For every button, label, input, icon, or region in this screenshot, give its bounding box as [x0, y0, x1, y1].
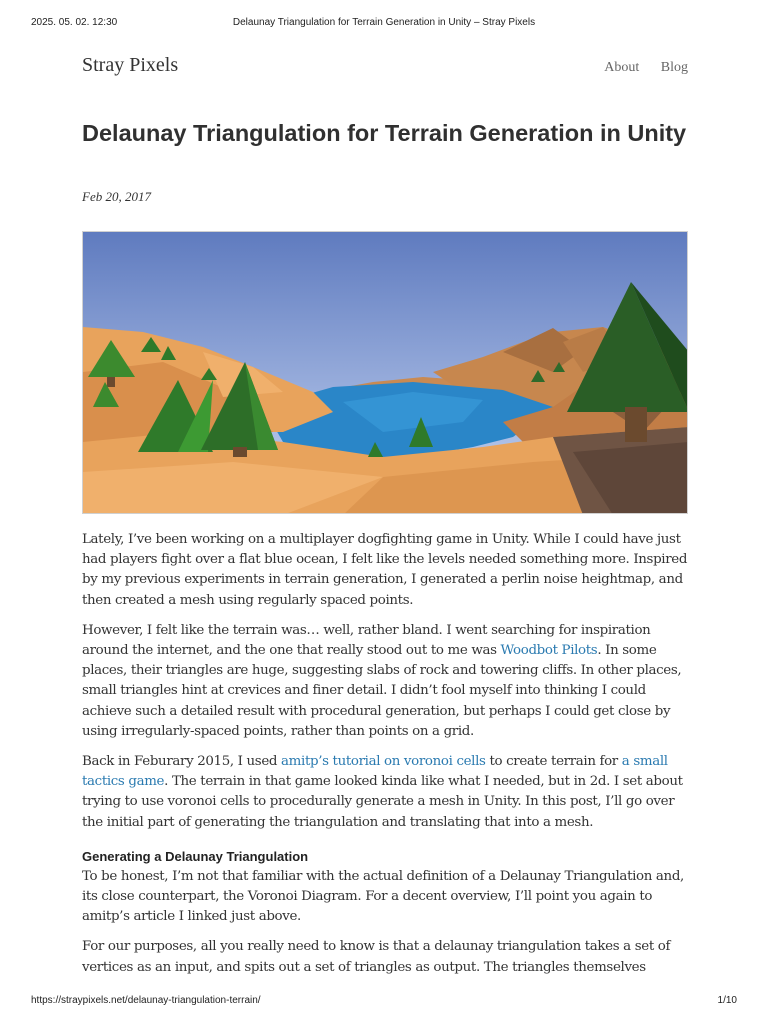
print-page-title: Delaunay Triangulation for Terrain Generation in Unity – Stray Pixels	[232, 17, 536, 28]
paragraph-5	[82, 937, 688, 977]
tactics-game-link[interactable]: a small tactics game	[82, 754, 668, 790]
nav-blog-link[interactable]: Blog	[660, 60, 688, 75]
paragraph-4	[82, 867, 688, 928]
post-title: Delaunay Triangulation for Terrain Generation in Unity	[82, 120, 687, 146]
site-title-link[interactable]: Stray Pixels	[82, 54, 179, 76]
section-heading: Generating a Delaunay Triangulation	[82, 848, 309, 864]
paragraph-text: to create terrain for	[485, 754, 622, 770]
paragraph-text: For our purposes, all you really need to know is that a delaunay triangulation takes a set of vertices as an input, and spits out a set of triangles as output. The triangles themselves	[82, 939, 671, 975]
low-poly-terrain-illustration	[83, 232, 688, 514]
print-header	[0, 17, 768, 31]
print-footer	[0, 995, 768, 1009]
print-url: https://straypixels.net/delaunay-triangulation-terrain/	[31, 995, 261, 1006]
paragraph-1	[82, 530, 688, 611]
voronoi-tutorial-link[interactable]: amitp’s tutorial on voronoi cells	[281, 754, 486, 770]
site-nav	[586, 60, 688, 76]
nav-about-link[interactable]: About	[604, 60, 640, 75]
paragraph-text: To be honest, I’m not that familiar with the actual definition of a Delaunay Triangulation and, its close counterpart, the Voronoi Diagram. For a decent overview, I’ll point you again to amitp’s article I linked just above.	[82, 868, 684, 925]
paragraph-text: . The terrain in that game looked kinda like what I needed, but in 2d. I set about trying to use voronoi cells to procedurally generate a mesh in Unity. In this post, I’ll go over the initial part of generating the triangulation and translating that into a mesh.	[82, 774, 683, 830]
paragraph-text: However, I felt like the terrain was… well, rather bland. I went searching for inspiration around the internet, and the one that really stood out to me was	[82, 622, 651, 659]
print-page-number: 1/10	[717, 995, 737, 1006]
post-content	[82, 530, 688, 988]
print-datetime: 2025. 05. 02. 12:30	[31, 17, 118, 28]
post-date: Feb 20, 2017	[82, 189, 151, 204]
hero-image	[82, 231, 688, 514]
site-header	[82, 54, 688, 84]
paragraph-text: . In some places, their triangles are huge, suggesting slabs of rock and towering cliffs. In other places, small triangles hint at crevices and finer detail. I didn’t fool myself into thinking I could achieve such a detailed result with procedural generation, but perhaps I could get close by using irregularly-spaced points, rather than points on a grid.	[82, 643, 682, 739]
woodbot-pilots-link[interactable]: Woodbot Pilots	[500, 643, 598, 659]
paragraph-3	[82, 752, 688, 833]
paragraph-2	[82, 621, 688, 742]
paragraph-text: Lately, I’ve been working on a multiplayer dogfighting game in Unity. While I could have just had players fight over a flat blue ocean, I felt like the levels needed something more. Inspired by my previous experiments in terrain generation, I generated a perlin noise heightmap, and then created a mesh using regularly spaced points.	[82, 532, 688, 608]
paragraph-text: Back in Feburary 2015, I used	[82, 754, 282, 770]
